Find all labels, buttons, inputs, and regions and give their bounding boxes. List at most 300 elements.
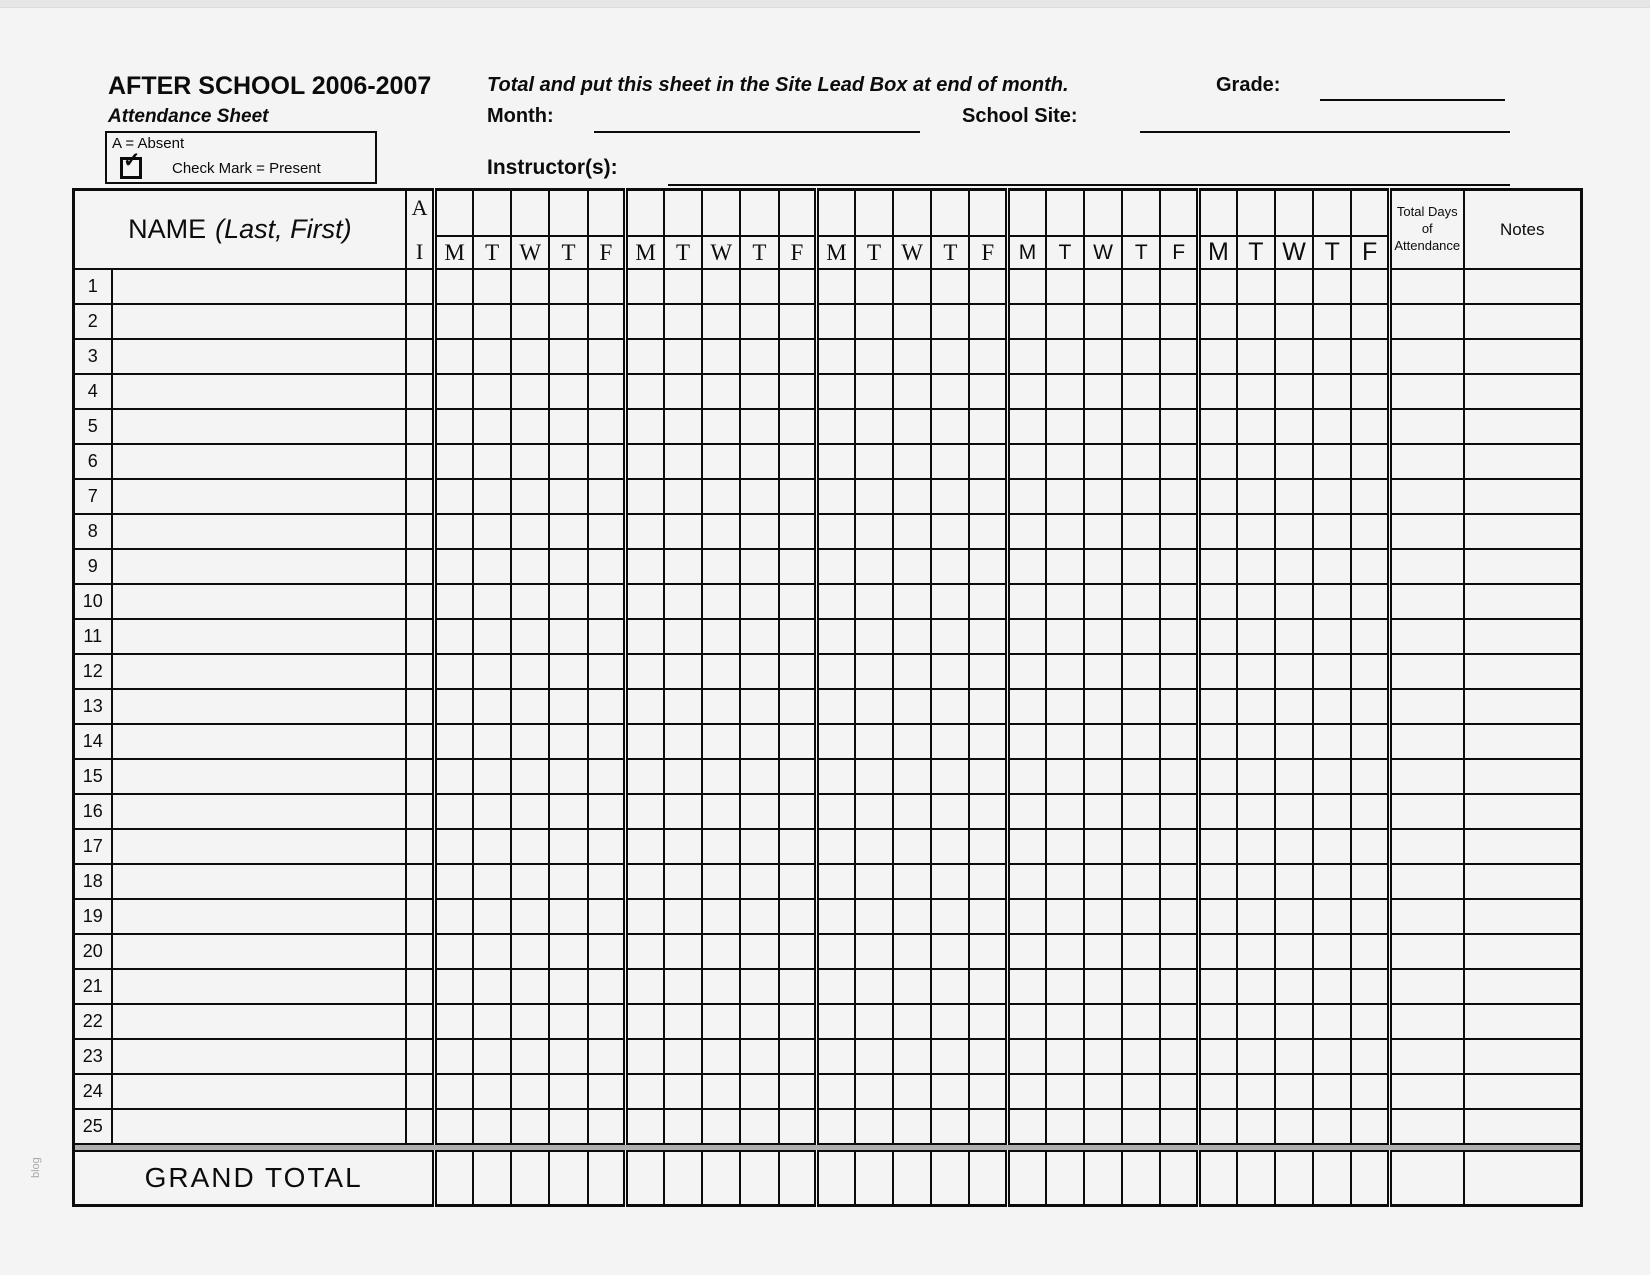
attendance-cell[interactable] [664,794,702,829]
total-days-cell[interactable] [1390,444,1464,479]
attendance-cell[interactable] [779,864,817,899]
attendance-cell[interactable] [1008,584,1046,619]
attendance-cell[interactable] [435,339,473,374]
attendance-cell[interactable] [1046,409,1084,444]
attendance-cell[interactable] [1084,689,1122,724]
attendance-cell[interactable] [549,1039,587,1074]
attendance-cell[interactable] [1237,444,1275,479]
student-name-cell[interactable] [112,689,406,724]
notes-cell[interactable] [1464,1004,1582,1039]
student-name-cell[interactable] [112,409,406,444]
attendance-cell[interactable] [549,654,587,689]
attendance-cell[interactable] [473,934,511,969]
attendance-cell[interactable] [702,479,740,514]
total-days-cell[interactable] [1390,1109,1464,1144]
attendance-cell[interactable] [740,444,778,479]
attendance-cell[interactable] [817,409,855,444]
attendance-cell[interactable] [1237,339,1275,374]
attendance-cell[interactable] [855,759,893,794]
attendance-cell[interactable] [893,1039,931,1074]
attendance-cell[interactable] [664,409,702,444]
attendance-cell[interactable] [511,304,549,339]
attendance-cell[interactable] [435,1109,473,1144]
attendance-cell[interactable] [1237,374,1275,409]
attendance-cell[interactable] [549,1109,587,1144]
attendance-cell[interactable] [969,759,1007,794]
student-name-cell[interactable] [112,479,406,514]
date-cell[interactable] [969,190,1007,237]
attendance-cell[interactable] [817,269,855,304]
attendance-cell[interactable] [1237,409,1275,444]
attendance-cell[interactable] [1199,444,1237,479]
attendance-cell[interactable] [664,304,702,339]
attendance-cell[interactable] [1008,549,1046,584]
attendance-cell[interactable] [855,899,893,934]
date-cell[interactable] [931,190,969,237]
grand-total-day-cell[interactable] [931,1151,969,1206]
attendance-cell[interactable] [1122,1074,1160,1109]
attendance-cell[interactable] [969,1039,1007,1074]
ai-cell[interactable] [406,479,435,514]
attendance-cell[interactable] [511,444,549,479]
attendance-cell[interactable] [740,794,778,829]
attendance-cell[interactable] [664,899,702,934]
attendance-cell[interactable] [626,1074,664,1109]
attendance-cell[interactable] [817,1109,855,1144]
attendance-cell[interactable] [435,899,473,934]
grand-total-day-cell[interactable] [740,1151,778,1206]
attendance-cell[interactable] [1008,969,1046,1004]
notes-cell[interactable] [1464,829,1582,864]
attendance-cell[interactable] [1313,549,1351,584]
notes-cell[interactable] [1464,339,1582,374]
ai-cell[interactable] [406,339,435,374]
attendance-cell[interactable] [893,654,931,689]
attendance-cell[interactable] [817,1074,855,1109]
attendance-cell[interactable] [1160,899,1198,934]
ai-cell[interactable] [406,269,435,304]
attendance-cell[interactable] [473,724,511,759]
ai-cell[interactable] [406,1004,435,1039]
total-days-cell[interactable] [1390,934,1464,969]
attendance-cell[interactable] [1237,584,1275,619]
attendance-cell[interactable] [855,864,893,899]
attendance-cell[interactable] [855,514,893,549]
attendance-cell[interactable] [1237,899,1275,934]
attendance-cell[interactable] [1160,969,1198,1004]
attendance-cell[interactable] [664,444,702,479]
attendance-cell[interactable] [588,1039,626,1074]
ai-cell[interactable] [406,374,435,409]
attendance-cell[interactable] [549,374,587,409]
attendance-cell[interactable] [1084,584,1122,619]
attendance-cell[interactable] [931,864,969,899]
attendance-cell[interactable] [702,829,740,864]
attendance-cell[interactable] [779,479,817,514]
attendance-cell[interactable] [435,514,473,549]
date-cell[interactable] [435,190,473,237]
attendance-cell[interactable] [1237,864,1275,899]
attendance-cell[interactable] [511,269,549,304]
student-name-cell[interactable] [112,1039,406,1074]
grand-total-day-cell[interactable] [779,1151,817,1206]
attendance-cell[interactable] [473,689,511,724]
attendance-cell[interactable] [1046,899,1084,934]
notes-cell[interactable] [1464,864,1582,899]
attendance-cell[interactable] [779,794,817,829]
total-days-cell[interactable] [1390,759,1464,794]
attendance-cell[interactable] [779,514,817,549]
attendance-cell[interactable] [588,1074,626,1109]
attendance-cell[interactable] [1084,724,1122,759]
attendance-cell[interactable] [855,934,893,969]
attendance-cell[interactable] [779,829,817,864]
notes-cell[interactable] [1464,374,1582,409]
attendance-cell[interactable] [511,339,549,374]
attendance-cell[interactable] [1008,759,1046,794]
attendance-cell[interactable] [511,549,549,584]
attendance-cell[interactable] [1122,1004,1160,1039]
month-input-line[interactable] [594,131,920,133]
grand-total-day-cell[interactable] [664,1151,702,1206]
attendance-cell[interactable] [1237,549,1275,584]
ai-cell[interactable] [406,549,435,584]
total-days-cell[interactable] [1390,374,1464,409]
attendance-cell[interactable] [855,409,893,444]
attendance-cell[interactable] [626,829,664,864]
attendance-cell[interactable] [1199,584,1237,619]
attendance-cell[interactable] [511,829,549,864]
attendance-cell[interactable] [740,479,778,514]
attendance-cell[interactable] [511,514,549,549]
attendance-cell[interactable] [931,409,969,444]
attendance-cell[interactable] [1008,899,1046,934]
attendance-cell[interactable] [588,1004,626,1039]
attendance-cell[interactable] [1313,409,1351,444]
attendance-cell[interactable] [702,304,740,339]
attendance-cell[interactable] [931,654,969,689]
grand-total-day-cell[interactable] [1122,1151,1160,1206]
attendance-cell[interactable] [664,514,702,549]
attendance-cell[interactable] [549,584,587,619]
attendance-cell[interactable] [626,654,664,689]
attendance-cell[interactable] [435,794,473,829]
attendance-cell[interactable] [931,1074,969,1109]
date-cell[interactable] [779,190,817,237]
grand-total-notes-cell[interactable] [1464,1151,1582,1206]
date-cell[interactable] [664,190,702,237]
attendance-cell[interactable] [1046,829,1084,864]
grand-total-day-cell[interactable] [855,1151,893,1206]
student-name-cell[interactable] [112,584,406,619]
attendance-cell[interactable] [1275,864,1313,899]
attendance-cell[interactable] [1008,339,1046,374]
attendance-cell[interactable] [1351,794,1389,829]
attendance-cell[interactable] [626,549,664,584]
student-name-cell[interactable] [112,619,406,654]
attendance-cell[interactable] [664,654,702,689]
attendance-cell[interactable] [588,759,626,794]
attendance-cell[interactable] [931,899,969,934]
date-cell[interactable] [1160,190,1198,237]
attendance-cell[interactable] [855,654,893,689]
attendance-cell[interactable] [702,1004,740,1039]
date-cell[interactable] [549,190,587,237]
attendance-cell[interactable] [702,1109,740,1144]
attendance-cell[interactable] [435,1074,473,1109]
attendance-cell[interactable] [435,479,473,514]
attendance-cell[interactable] [1275,1074,1313,1109]
student-name-cell[interactable] [112,374,406,409]
attendance-cell[interactable] [1237,304,1275,339]
grand-total-day-cell[interactable] [473,1151,511,1206]
attendance-cell[interactable] [435,934,473,969]
attendance-cell[interactable] [435,619,473,654]
attendance-cell[interactable] [626,304,664,339]
grand-total-day-cell[interactable] [1008,1151,1046,1206]
attendance-cell[interactable] [893,584,931,619]
attendance-cell[interactable] [1008,304,1046,339]
total-days-cell[interactable] [1390,1004,1464,1039]
attendance-cell[interactable] [893,549,931,584]
attendance-cell[interactable] [1313,514,1351,549]
attendance-cell[interactable] [1313,969,1351,1004]
notes-cell[interactable] [1464,794,1582,829]
attendance-cell[interactable] [702,864,740,899]
attendance-cell[interactable] [1275,514,1313,549]
attendance-cell[interactable] [473,479,511,514]
attendance-cell[interactable] [664,829,702,864]
date-cell[interactable] [817,190,855,237]
attendance-cell[interactable] [664,1039,702,1074]
grand-total-day-cell[interactable] [1199,1151,1237,1206]
date-cell[interactable] [511,190,549,237]
attendance-cell[interactable] [435,374,473,409]
attendance-cell[interactable] [435,829,473,864]
attendance-cell[interactable] [549,619,587,654]
attendance-cell[interactable] [893,969,931,1004]
attendance-cell[interactable] [1313,654,1351,689]
date-cell[interactable] [1122,190,1160,237]
attendance-cell[interactable] [855,689,893,724]
attendance-cell[interactable] [1008,654,1046,689]
date-cell[interactable] [1275,190,1313,237]
attendance-cell[interactable] [511,654,549,689]
attendance-cell[interactable] [1084,409,1122,444]
attendance-cell[interactable] [969,1074,1007,1109]
attendance-cell[interactable] [1160,444,1198,479]
attendance-cell[interactable] [931,339,969,374]
attendance-cell[interactable] [817,724,855,759]
attendance-cell[interactable] [1275,759,1313,794]
attendance-cell[interactable] [817,1039,855,1074]
student-name-cell[interactable] [112,1074,406,1109]
attendance-cell[interactable] [1084,339,1122,374]
attendance-cell[interactable] [1199,969,1237,1004]
attendance-cell[interactable] [588,934,626,969]
grand-total-day-cell[interactable] [626,1151,664,1206]
attendance-cell[interactable] [626,619,664,654]
attendance-cell[interactable] [1313,724,1351,759]
attendance-cell[interactable] [1122,374,1160,409]
attendance-cell[interactable] [817,549,855,584]
student-name-cell[interactable] [112,654,406,689]
attendance-cell[interactable] [817,759,855,794]
attendance-cell[interactable] [931,969,969,1004]
attendance-cell[interactable] [931,1004,969,1039]
attendance-cell[interactable] [702,549,740,584]
total-days-cell[interactable] [1390,339,1464,374]
attendance-cell[interactable] [549,969,587,1004]
attendance-cell[interactable] [588,794,626,829]
attendance-cell[interactable] [1122,1109,1160,1144]
attendance-cell[interactable] [1351,899,1389,934]
student-name-cell[interactable] [112,1109,406,1144]
attendance-cell[interactable] [664,969,702,1004]
attendance-cell[interactable] [473,339,511,374]
attendance-cell[interactable] [855,549,893,584]
attendance-cell[interactable] [1237,969,1275,1004]
attendance-cell[interactable] [473,409,511,444]
attendance-cell[interactable] [1199,934,1237,969]
attendance-cell[interactable] [855,479,893,514]
attendance-cell[interactable] [1351,654,1389,689]
attendance-cell[interactable] [969,654,1007,689]
attendance-cell[interactable] [1008,934,1046,969]
attendance-cell[interactable] [1122,864,1160,899]
attendance-cell[interactable] [1199,304,1237,339]
attendance-cell[interactable] [1008,409,1046,444]
attendance-cell[interactable] [1122,829,1160,864]
attendance-cell[interactable] [1122,619,1160,654]
attendance-cell[interactable] [1237,1109,1275,1144]
attendance-cell[interactable] [1275,969,1313,1004]
attendance-cell[interactable] [779,584,817,619]
attendance-cell[interactable] [1313,1039,1351,1074]
attendance-cell[interactable] [549,829,587,864]
notes-cell[interactable] [1464,269,1582,304]
attendance-cell[interactable] [1046,724,1084,759]
attendance-cell[interactable] [1160,374,1198,409]
attendance-cell[interactable] [702,1039,740,1074]
attendance-cell[interactable] [1351,479,1389,514]
date-cell[interactable] [855,190,893,237]
attendance-cell[interactable] [779,619,817,654]
attendance-cell[interactable] [1351,339,1389,374]
attendance-cell[interactable] [1084,444,1122,479]
attendance-cell[interactable] [664,1074,702,1109]
grand-total-day-cell[interactable] [1084,1151,1122,1206]
total-days-cell[interactable] [1390,409,1464,444]
ai-cell[interactable] [406,934,435,969]
attendance-cell[interactable] [435,549,473,584]
attendance-cell[interactable] [893,794,931,829]
attendance-cell[interactable] [1122,724,1160,759]
attendance-cell[interactable] [931,689,969,724]
attendance-cell[interactable] [626,514,664,549]
attendance-cell[interactable] [1351,759,1389,794]
ai-cell[interactable] [406,1039,435,1074]
attendance-cell[interactable] [1008,514,1046,549]
attendance-cell[interactable] [855,444,893,479]
attendance-cell[interactable] [588,304,626,339]
attendance-cell[interactable] [473,514,511,549]
attendance-cell[interactable] [779,304,817,339]
attendance-cell[interactable] [1313,759,1351,794]
attendance-cell[interactable] [931,1109,969,1144]
attendance-cell[interactable] [473,1039,511,1074]
total-days-cell[interactable] [1390,304,1464,339]
attendance-cell[interactable] [702,374,740,409]
total-days-cell[interactable] [1390,794,1464,829]
attendance-cell[interactable] [1275,374,1313,409]
attendance-cell[interactable] [1122,689,1160,724]
instructors-input-line[interactable] [668,184,1510,186]
attendance-cell[interactable] [969,269,1007,304]
attendance-cell[interactable] [549,514,587,549]
attendance-cell[interactable] [1313,444,1351,479]
student-name-cell[interactable] [112,759,406,794]
attendance-cell[interactable] [549,899,587,934]
grand-total-day-cell[interactable] [1275,1151,1313,1206]
attendance-cell[interactable] [549,864,587,899]
notes-cell[interactable] [1464,1074,1582,1109]
attendance-cell[interactable] [1122,584,1160,619]
attendance-cell[interactable] [779,549,817,584]
attendance-cell[interactable] [1275,1004,1313,1039]
attendance-cell[interactable] [817,829,855,864]
attendance-cell[interactable] [664,689,702,724]
attendance-cell[interactable] [702,724,740,759]
attendance-cell[interactable] [1160,479,1198,514]
date-cell[interactable] [740,190,778,237]
attendance-cell[interactable] [1199,549,1237,584]
attendance-cell[interactable] [626,899,664,934]
attendance-cell[interactable] [1199,864,1237,899]
attendance-cell[interactable] [969,339,1007,374]
attendance-cell[interactable] [893,724,931,759]
attendance-cell[interactable] [511,409,549,444]
attendance-cell[interactable] [588,479,626,514]
attendance-cell[interactable] [1008,1004,1046,1039]
ai-cell[interactable] [406,689,435,724]
attendance-cell[interactable] [1046,374,1084,409]
attendance-cell[interactable] [664,269,702,304]
date-cell[interactable] [1199,190,1237,237]
ai-cell[interactable] [406,514,435,549]
attendance-cell[interactable] [1351,864,1389,899]
attendance-cell[interactable] [740,934,778,969]
grand-total-day-cell[interactable] [588,1151,626,1206]
attendance-cell[interactable] [626,1039,664,1074]
attendance-cell[interactable] [1275,899,1313,934]
attendance-cell[interactable] [588,654,626,689]
total-days-cell[interactable] [1390,619,1464,654]
attendance-cell[interactable] [931,374,969,409]
attendance-cell[interactable] [1046,584,1084,619]
attendance-cell[interactable] [1351,514,1389,549]
attendance-cell[interactable] [1084,759,1122,794]
attendance-cell[interactable] [473,619,511,654]
attendance-cell[interactable] [473,759,511,794]
attendance-cell[interactable] [664,1004,702,1039]
attendance-cell[interactable] [817,689,855,724]
ai-cell[interactable] [406,759,435,794]
attendance-cell[interactable] [1160,689,1198,724]
grand-total-days-cell[interactable] [1390,1151,1464,1206]
notes-cell[interactable] [1464,444,1582,479]
attendance-cell[interactable] [1351,1039,1389,1074]
